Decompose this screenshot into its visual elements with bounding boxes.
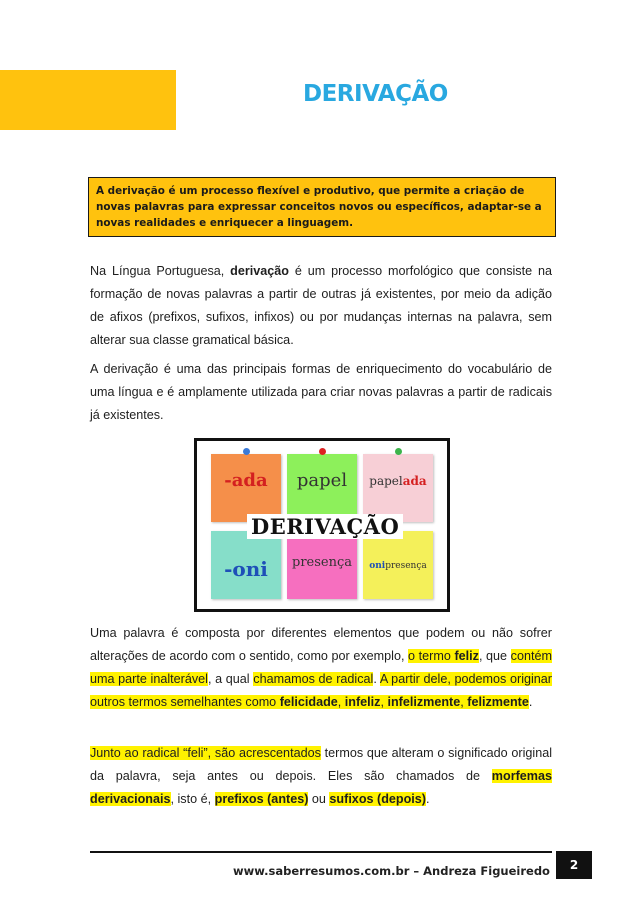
note-word: -ada [224, 470, 268, 491]
page-number: 2 [556, 851, 592, 879]
note-word: presença [292, 555, 352, 570]
paragraph-intro: Na Língua Portuguesa, derivação é um processo morfológico que consiste na formação de novas palavras a partir de outras já existentes, por meio da adição de afixos (prefixos, sufixos, infixos) ou por mudanças internas na palavra, sem alterar sua classe gramatical básica. [90, 264, 552, 347]
page-title: DERIVAÇÃO [303, 81, 448, 107]
note-onipresenca [363, 531, 433, 599]
pin-icon [243, 448, 250, 455]
pin-icon [395, 448, 402, 455]
figure-title: DERIVAÇÃO [247, 514, 403, 539]
note-word: -oni [224, 557, 268, 581]
derivation-illustration [194, 438, 450, 612]
paragraph-morphemes: Junto ao radical “feli”, são acrescentados termos que alteram o significado original da palavra, seja antes ou depois. Eles são chamados de morfemas derivacionais, isto é, prefixos (antes) ou sufixos (depois). [90, 746, 552, 806]
note-word: papelada [369, 474, 427, 488]
footer-credit: www.saberresumos.com.br – Andreza Figueiredo [233, 864, 550, 878]
note-word: papel [296, 470, 348, 491]
note-oni [211, 531, 281, 599]
header-accent-bar [0, 70, 176, 130]
definition-callout: A derivação é um processo flexível e produtivo, que permite a criação de novas palavras para expressar conceitos novos ou específicos, adaptar-se a novas realidades e enriquecer a linguagem. [88, 177, 556, 237]
pin-icon [319, 448, 326, 455]
note-word: onipresença [369, 561, 427, 571]
note-papel [287, 454, 357, 522]
paragraph-enrichment: A derivação é uma das principais formas de enriquecimento do vocabulário de uma língua e é amplamente utilizada para criar novas palavras a partir de radicais já existentes. [90, 362, 552, 422]
note-ada [211, 454, 281, 522]
footer-divider [90, 851, 552, 853]
paragraph-radical: Uma palavra é composta por diferentes elementos que podem ou não sofrer alterações de acordo com o sentido, como por exemplo, o termo feliz, que contém uma parte inalterável, a qual chamamos de radical. A partir dele, podemos originar outros termos semelhantes como felicidade, infeliz, infelizmente, felizmente. [90, 626, 553, 709]
note-presenca [287, 531, 357, 599]
note-papelada [363, 454, 433, 522]
